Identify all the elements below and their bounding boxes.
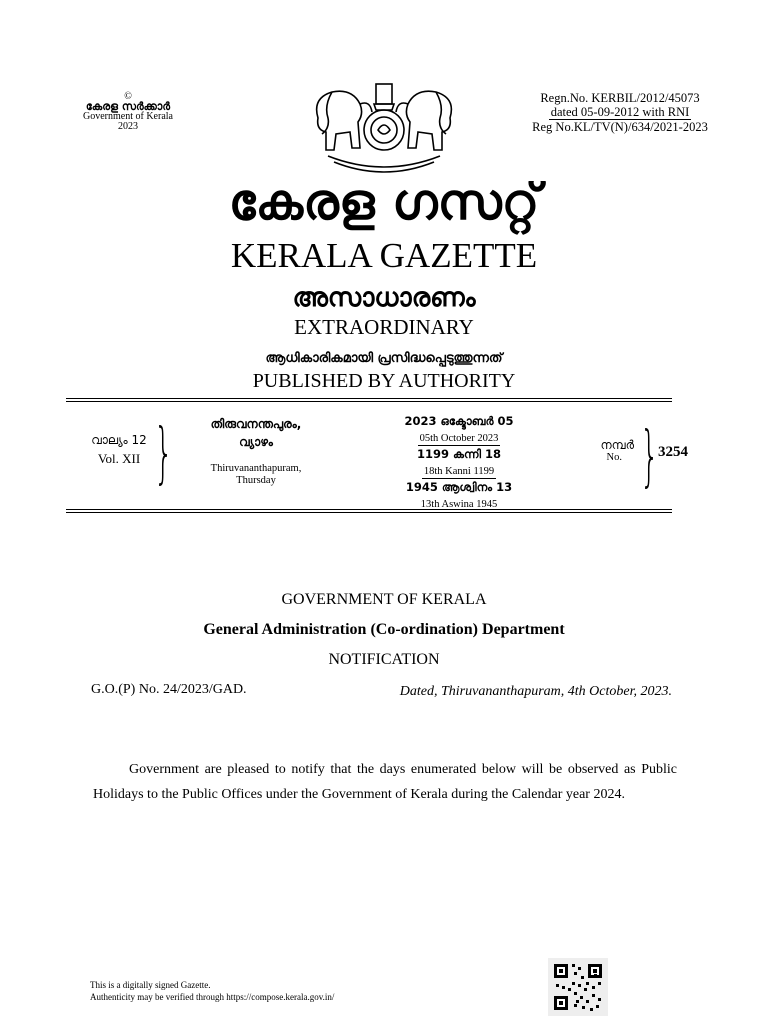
department-heading: General Administration (Co-ordination) Department xyxy=(203,621,565,638)
place-ml-line1: തിരുവനന്തപുരം, xyxy=(210,417,302,431)
date-ml-saka: 1945 ആശ്വിനം 13 xyxy=(405,480,513,494)
number-label-ml: നമ്പർ xyxy=(600,438,634,452)
govt-name-ml: കേരള സർക്കാർ xyxy=(85,100,171,113)
notification-paragraph: Government are pleased to notify that the days enumerated below will be observed as Public Holidays to the Public Offices under the Government of Kerala during the Calendar year 2024. xyxy=(93,762,677,802)
place-en-line1: Thiruvananthapuram, xyxy=(210,463,302,474)
place-ml xyxy=(196,415,316,451)
qr-code-icon xyxy=(548,958,608,1016)
number-label-en: No. xyxy=(606,452,622,463)
date-en-saka: 13th Aswina 1945 xyxy=(420,499,498,510)
footer-note xyxy=(90,979,334,1003)
regn-rni: Reg No.KL/TV(N)/634/2021-2023 xyxy=(532,120,708,134)
notification-heading: NOTIFICATION xyxy=(328,651,440,668)
brace-left-icon: } xyxy=(154,415,174,493)
divider xyxy=(66,401,672,402)
publisher-block xyxy=(78,92,178,132)
registration-block xyxy=(500,91,740,134)
authority-ml: ആധികാരികമായി പ്രസിദ്ധപ്പെടുത്തുന്നത് xyxy=(265,351,503,366)
extraordinary-en: EXTRAORDINARY xyxy=(294,315,474,339)
place-en xyxy=(196,463,316,487)
footer-line2: Authenticity may be verified through https://compose.kerala.gov.in/ xyxy=(90,992,335,1002)
copyright-year: 2023 xyxy=(118,121,138,132)
regn-number: Regn.No. KERBIL/2012/45073 xyxy=(540,91,700,105)
copyright-symbol: © xyxy=(124,91,132,102)
govt-name-en: Government of Kerala xyxy=(83,111,173,122)
divider xyxy=(66,509,672,510)
go-number: G.O.(P) No. 24/2023/GAD. xyxy=(91,682,247,697)
place-ml-line2: വ്യാഴം xyxy=(239,435,273,449)
date-en-gregorian: 05th October 2023 xyxy=(419,433,499,444)
volume-en: Vol. XII xyxy=(97,451,141,466)
footer-line1: This is a digitally signed Gazette. xyxy=(90,980,211,990)
divider xyxy=(66,398,672,399)
authority-en: PUBLISHED BY AUTHORITY xyxy=(252,370,516,392)
place-en-line2: Thursday xyxy=(236,475,276,486)
issue-dates xyxy=(384,415,534,513)
brace-right-icon: } xyxy=(640,418,660,496)
gazette-number: 3254 xyxy=(658,444,688,460)
gazette-title-ml: കേരള ഗസറ്റ് xyxy=(228,173,540,231)
regn-date: dated 05-09-2012 with RNI xyxy=(550,105,690,119)
extraordinary-ml: അസാധാരണം xyxy=(292,283,476,313)
date-ml-gregorian: 2023 ഒക്ടോബർ 05 xyxy=(404,414,514,428)
divider xyxy=(66,512,672,513)
dated-line: Dated, Thiruvananthapuram, 4th October, 2023. xyxy=(399,684,672,699)
government-heading: GOVERNMENT OF KERALA xyxy=(281,591,487,608)
volume-ml: വാല്യം 12 xyxy=(91,433,147,447)
date-ml-kollam: 1199 കന്നി 18 xyxy=(417,447,501,461)
kerala-emblem-icon xyxy=(298,78,470,174)
gazette-title-en: KERALA GAZETTE xyxy=(230,236,538,275)
date-en-kollam: 18th Kanni 1199 xyxy=(423,466,495,477)
